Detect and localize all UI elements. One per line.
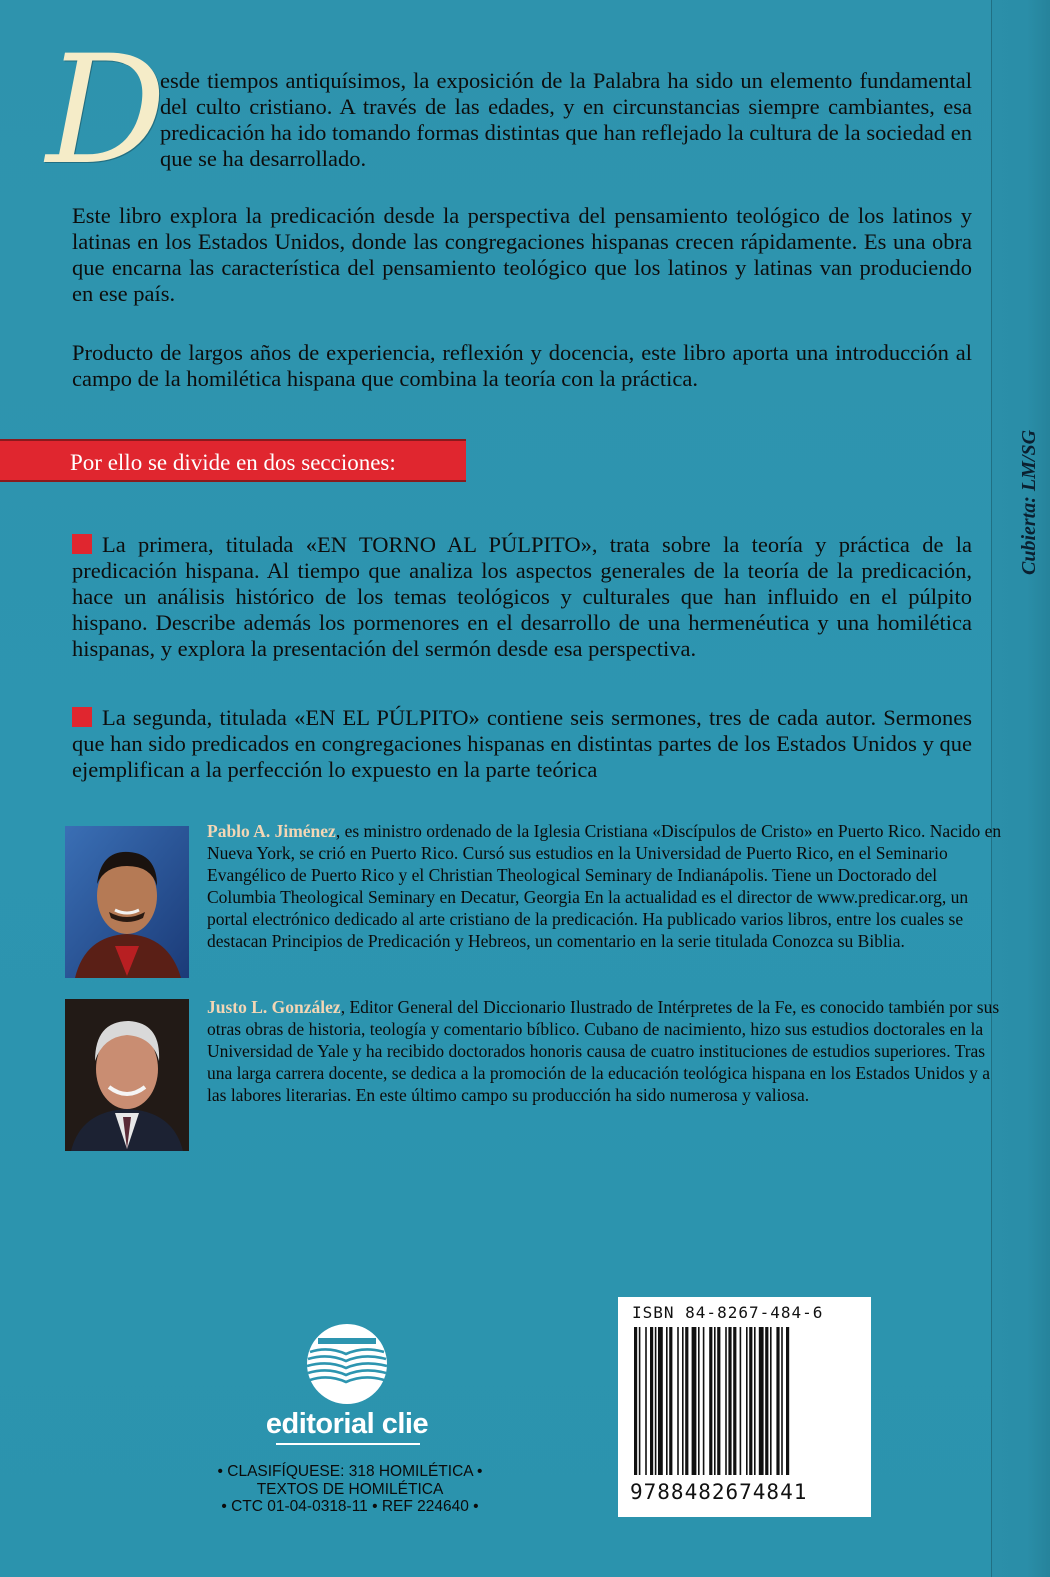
- barcode-number: 9788482674841: [630, 1480, 808, 1504]
- classification-block: [170, 1463, 530, 1516]
- author-bio-jimenez: [207, 820, 1007, 952]
- cover-credit: Cubierta: LM/SG: [1018, 429, 1040, 575]
- isbn-text: ISBN 84-8267-484-6: [632, 1303, 824, 1322]
- red-square-bullet-icon: [72, 707, 92, 727]
- classification-line-3: • CTC 01-04-0318-11 • REF 224640 •: [221, 1498, 479, 1515]
- publisher-name: editorial clie: [265, 1408, 429, 1440]
- publisher-underline: [276, 1443, 420, 1445]
- author-text-jimenez: , es ministro ordenado de la Iglesia Cristiana «Discípulos de Cristo» en Puerto Rico. Nacido en Nueva York, se crió en Puerto Rico. Cursó sus estudios en la Universidad de Puerto Rico, en el Seminario Evangélico de Puerto Rico y el Christian Theological Seminary de Indianápolis. Tiene un Doctorado del Columbia Theological Seminary en Decatur, Georgia En la actualidad es el director de www.predicar.org, un portal electrónico dedicado al arte cristiano de la predicación. Ha publicado varios libros, entre los cuales se destacan Principios de Predicación y Hebreos, un comentario en la serie titulada Conozca su Biblia.: [207, 821, 1002, 951]
- intro-paragraph-3: Producto de largos años de experiencia, reflexión y docencia, este libro aporta una introducción al campo de la homilética hispana que combina la teoría con la práctica.: [72, 340, 972, 391]
- barcode-icon: [630, 1327, 860, 1475]
- classification-line-2: TEXTOS DE HOMILÉTICA: [256, 1480, 444, 1498]
- section-item-2: [72, 705, 972, 783]
- red-square-bullet-icon: [72, 534, 92, 554]
- author-text-gonzalez: , Editor General del Diccionario Ilustrado de Intérpretes de la Fe, es conocido también por sus otras obras de historia, teología y comentario bíblico. Cubano de nacimiento, hizo sus estudios doctorales en la Universidad de Yale y ha recibido doctorados honoris causa de cuatro instituciones de estudios superiores. Tras una larga carrera docente, se dedica a la promoción de la educación teológica hispana en los Estados Unidos y a las labores literarias. En este último campo su producción ha sido numerosa y valiosa.: [207, 997, 1000, 1105]
- drop-cap: D: [46, 24, 167, 198]
- intro-paragraph-2: Este libro explora la predicación desde la perspectiva del pensamiento teológico de los latinos y latinas en los Estados Unidos, donde las congregaciones hispanas crecen rápidamente. Es una obra que encarna las característica del pensamiento teológico que los latinos y latinas van produciendo en ese país.: [72, 203, 972, 306]
- author-name-gonzalez: Justo L. González: [207, 997, 341, 1017]
- sections-banner: Por ello se divide en dos secciones:: [0, 439, 466, 482]
- author-name-jimenez: Pablo A. Jiménez: [207, 821, 336, 841]
- section-text-2: La segunda, titulada «EN EL PÚLPITO» contiene seis sermones, tres de cada autor. Sermones que han sido predicados en congregaciones hispanas en distintas partes de los Estados Unidos y que ejemplifican a la perfección lo expuesto en la parte teórica: [72, 705, 972, 782]
- section-item-1: [72, 532, 972, 662]
- classification-line-1: • CLASIFÍQUESE: 318 HOMILÉTICA •: [217, 1463, 483, 1480]
- isbn-barcode-box: [618, 1297, 871, 1517]
- author-photo-jimenez: [65, 826, 189, 978]
- intro-paragraph-1: esde tiempos antiquísimos, la exposición de la Palabra ha sido un elemento fundamental del culto cristiano. A través de las edades, y en circunstancias siempre cambiantes, esa predicación ha ido tomando formas distintas que han reflejado la cultura de la sociedad en que se ha desarrollado.: [160, 68, 972, 171]
- section-text-1: La primera, titulada «EN TORNO AL PÚLPITO», trata sobre la teoría y práctica de la predicación hispana. Al tiempo que analiza los aspectos generales de la teoría de la predicación, hace un análisis histórico de los temas teológicos y culturales que han influido en el púlpito hispano. Describe además los pormenores en el desarrollo de una hermenéutica y una homilética hispanas, y explora la presentación del sermón desde esa perspectiva.: [72, 532, 972, 661]
- spine-edge: [991, 0, 1050, 1577]
- author-photo-gonzalez: [65, 999, 189, 1151]
- author-bio-gonzalez: [207, 996, 1007, 1106]
